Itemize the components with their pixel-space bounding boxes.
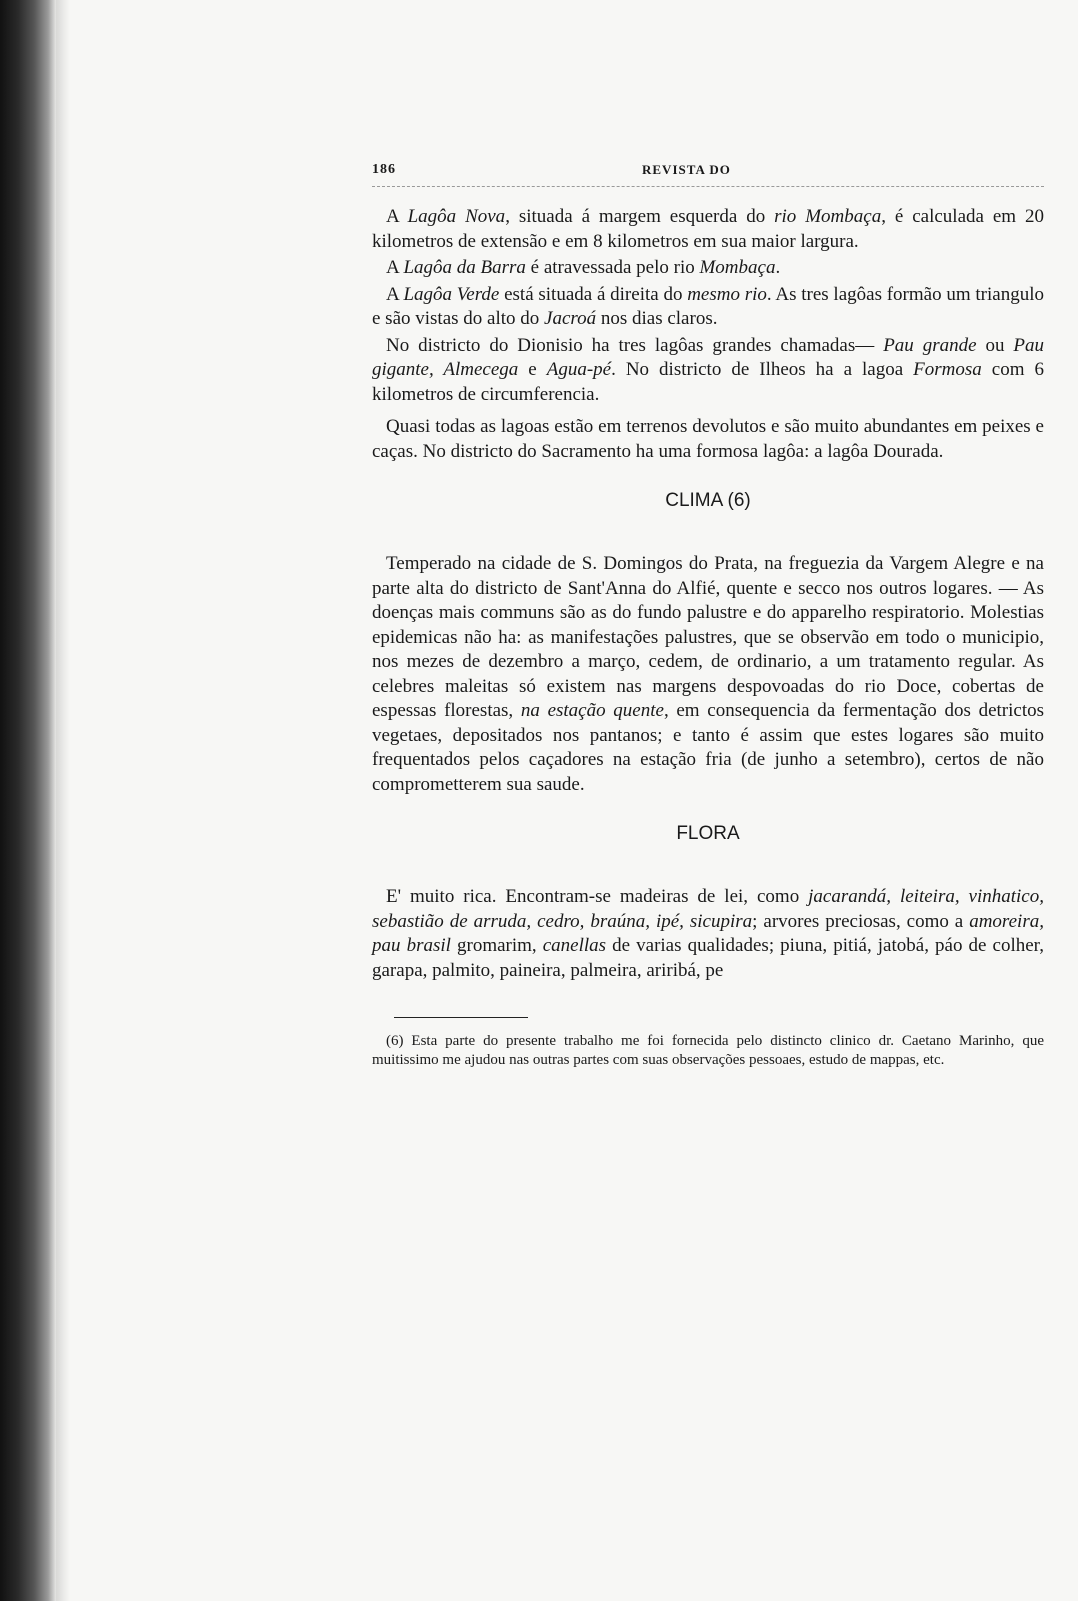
running-head: REVISTA DO bbox=[642, 162, 731, 177]
text-segment: e bbox=[518, 359, 547, 380]
text-segment: com 6 kilometros de circumferencia. bbox=[372, 359, 1044, 405]
text-segment: de varias qualidades; piuna, pitiá, jatobá, páo de colher, garapa, palmito, paineira, palmeira, ariribá, pe bbox=[372, 935, 1044, 981]
text-segment: . bbox=[775, 257, 781, 278]
lagoas-text bbox=[372, 205, 1044, 464]
text-segment: A bbox=[386, 257, 404, 278]
italic-text-segment: amoreira, pau brasil bbox=[372, 910, 1044, 956]
italic-text-segment: Pau gigante, Almecega bbox=[372, 334, 1045, 380]
text-segment: A bbox=[386, 283, 404, 305]
page-header bbox=[372, 150, 1044, 176]
flora-text bbox=[372, 885, 1044, 983]
text-segment: , situada á margem esquerda do bbox=[505, 206, 775, 227]
text-segment: gromarim, bbox=[450, 935, 543, 956]
footnote-rule bbox=[394, 1017, 528, 1018]
clima-text bbox=[372, 552, 1044, 797]
text-segment: Quasi todas as lagoas estão em terrenos devolutos e são muito abundantes em peixes e caças. No districto do Sacramento ha uma formosa lagôa: a lagôa Dourada. bbox=[372, 416, 1044, 462]
text-segment: , em consequencia da fermentação dos detrictos vegetaes, depositados nos pantanos; e tanto é assim que estes logares são muito frequentados pelos caçadores na estação fria (de junho a setembro), certos de não comprometterem sua saude. bbox=[372, 700, 1044, 795]
italic-text-segment: Lagôa da Barra bbox=[403, 257, 526, 278]
paragraph bbox=[372, 283, 1044, 332]
text-segment: . As tres lagôas formão um triangulo e são vistas do alto do bbox=[372, 283, 1044, 329]
italic-text-segment: Mombaça bbox=[699, 257, 776, 278]
text-segment: , é calculada em 20 kilometros de extensão e em 8 kilometros em sua maior largura. bbox=[372, 206, 1044, 252]
header-rule bbox=[372, 186, 1044, 187]
text-segment: ; arvores preciosas, como a bbox=[752, 910, 970, 932]
italic-text-segment: Formosa bbox=[913, 359, 982, 380]
italic-text-segment: jacarandá, leiteira, vinhatico, sebastião de arruda, cedro, braúna, ipé, sicupira bbox=[372, 886, 1044, 932]
section-title-clima: CLIMA (6) bbox=[665, 490, 751, 511]
text-segment: E' muito rica. Encontram-se madeiras de lei, como bbox=[386, 886, 809, 907]
section-title-flora: FLORA bbox=[676, 823, 740, 844]
paragraph bbox=[372, 885, 1044, 983]
page-number: 186 bbox=[372, 162, 396, 177]
paragraph bbox=[372, 552, 1044, 797]
italic-text-segment: Agua-pé bbox=[546, 359, 612, 380]
text-segment: nos dias claros. bbox=[596, 308, 718, 329]
text-segment: Temperado na cidade de S. Domingos do Prata, na freguezia da Vargem Alegre e na parte alta do districto de Sant'Anna do Alfié, quente e secco nos outros logares. — As doenças mais communs são as do fundo palustre e do apparelho respiratorio. Molestias epidemicas não ha: as manifestações palustres, que se observão em todo o municipio, nos mezes de dezembro a março, cedem, de ordinario, a um tratamento regular. As celebres maleitas só existem nas margens despovoadas do rio Doce, cobertas de espessas florestas, bbox=[372, 553, 1044, 721]
paragraph bbox=[372, 256, 1044, 281]
text-segment: é atravessada pelo rio bbox=[525, 257, 700, 278]
italic-text-segment: Pau grande bbox=[883, 334, 977, 356]
italic-text-segment: rio Mombaça bbox=[774, 206, 882, 227]
italic-text-segment: Jacroá bbox=[544, 308, 597, 329]
italic-text-segment: na estação quente bbox=[520, 700, 664, 721]
paragraph bbox=[372, 205, 1044, 254]
italic-text-segment: canellas bbox=[542, 935, 607, 956]
text-segment: está situada á direita do bbox=[499, 283, 688, 305]
text-segment: ou bbox=[976, 334, 1014, 356]
italic-text-segment: Lagôa Nova bbox=[407, 206, 506, 227]
text-segment: . No districto de Ilheos ha a lagoa bbox=[611, 359, 914, 380]
italic-text-segment: mesmo rio bbox=[687, 283, 767, 305]
text-segment: No districto do Dionisio ha tres lagôas grandes chamadas— bbox=[386, 334, 884, 356]
footnote-text: (6) Esta parte do presente trabalho me foi fornecida pelo distincto clinico dr. Caetano Marinho, que muitissimo me ajudou nas outras partes com suas observações pessoaes, estudo de mappas, etc. bbox=[372, 1033, 1044, 1068]
italic-text-segment: Lagôa Verde bbox=[403, 283, 500, 305]
page-gutter-shade bbox=[56, 0, 70, 1601]
book-binding-shadow bbox=[0, 0, 56, 1601]
footnote bbox=[372, 1032, 1044, 1070]
text-segment: A bbox=[386, 206, 408, 227]
paragraph bbox=[372, 334, 1044, 408]
paragraph bbox=[372, 415, 1044, 464]
document-page bbox=[372, 150, 1044, 1070]
